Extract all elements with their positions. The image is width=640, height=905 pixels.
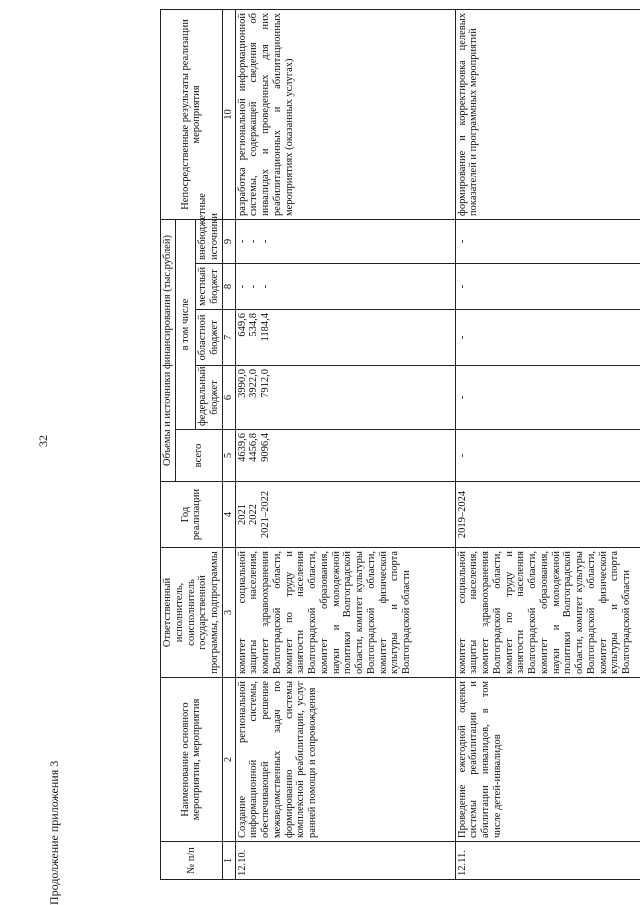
header-year: Год реализации [161, 482, 223, 548]
regional-value: 534,8 [248, 313, 260, 337]
col-number: 3 [222, 548, 235, 678]
col-number: 1 [222, 842, 235, 880]
header-local: местный бюджет [196, 264, 223, 310]
continuation-label: Продолжение приложения 3 [47, 760, 61, 905]
row-total: - [455, 430, 640, 482]
total-value: 4456,8 [248, 433, 260, 462]
total-value: 9096,4 [260, 433, 271, 462]
header-including: в том числе [175, 219, 196, 429]
col-number: 10 [222, 9, 235, 219]
col-number: 4 [222, 482, 235, 548]
col-number: 9 [222, 219, 235, 263]
row-result: разработка региональной информационной системы, содержащей сведения об инвалидах и проведенных для них реабилитационных и абилитационных мероприятиях (оказанных услугах) [235, 9, 455, 219]
local-value: - [236, 284, 248, 289]
header-name: Наименование основного мероприятия, мероприятия [161, 678, 223, 842]
col-number: 7 [222, 310, 235, 366]
header-total: всего [175, 430, 222, 482]
row-years: 2019–2024 [455, 482, 640, 548]
col-number: 6 [222, 366, 235, 430]
federal-value: 3990,0 [236, 369, 248, 398]
financing-table-sheet [160, 10, 640, 880]
row-regional: - [455, 310, 640, 366]
row-years [235, 482, 455, 548]
year-value: 2021 [236, 504, 248, 525]
row-federal [235, 366, 455, 430]
row-num: 12.11. [455, 842, 640, 880]
federal-value: 7912,0 [260, 369, 271, 398]
page-number: 32 [36, 435, 50, 447]
year-value: 2022 [248, 504, 260, 525]
row-result: формирование и корректировка целевых показателей и программных мероприятий [455, 9, 640, 219]
header-executor: Ответственный исполнитель, соисполнитель государственной программы, подпрограммы [161, 548, 223, 678]
row-local: - [455, 264, 640, 310]
local-value: - [260, 284, 271, 289]
header-regional: областной бюджет [196, 310, 223, 366]
row-total [235, 430, 455, 482]
header-result: Непосредственные результаты реализации мероприятия [161, 9, 223, 219]
regional-value: 1184,4 [260, 313, 271, 342]
header-financing-group: Объемы и источники финансирования (тыс.рублей) [161, 219, 176, 481]
row-extrabudget: - [455, 219, 640, 263]
table-row [235, 9, 455, 879]
col-number: 5 [222, 430, 235, 482]
row-name: Создание региональной информационной системы, обеспечивающей решение межведомственных задач по формированию системы комплексной реабилитации, услуг ранней помощи и сопровождения [235, 678, 455, 842]
header-federal: федеральный бюджет [196, 366, 223, 430]
row-num: 12.10. [235, 842, 455, 880]
row-executor: комитет социальной защиты населения, комитет здравоохранения Волгоградской области, комитет по труду и занятости населения Волгоградской области, комитет образования, науки и молодежной политики Волгоградской области, комитет культуры Волгоградской области, комитет физической культуры и спорта Волгоградской области [455, 548, 640, 678]
header-extrabudget: внебюджетные источники [196, 219, 223, 263]
row-local [235, 264, 455, 310]
col-number: 8 [222, 264, 235, 310]
year-value: 2021–2022 [260, 490, 271, 539]
table-row [455, 9, 640, 879]
local-value: - [248, 284, 260, 289]
row-executor: комитет социальной защиты населения, комитет здравоохранения Волгоградской области, комитет по труду и занятости населения Волгоградской области, комитет образования, науки и молодежной политики Волгоградской области, комитет культуры Волгоградской области, комитет физической культуры и спорта Волгоградской области [235, 548, 455, 678]
col-number: 2 [222, 678, 235, 842]
extrabudget-value: - [248, 239, 260, 244]
financing-table [160, 9, 640, 880]
federal-value: 3922,0 [248, 369, 260, 398]
extrabudget-value: - [260, 239, 271, 244]
row-name: Проведение ежегодной оценки системы реабилитации и абилитации инвалидов, в том числе детей-инвалидов [455, 678, 640, 842]
row-federal: - [455, 366, 640, 430]
total-value: 4639,6 [236, 433, 248, 462]
regional-value: 649,6 [236, 313, 248, 337]
extrabudget-value: - [236, 239, 248, 244]
header-num: № п/п [161, 842, 223, 880]
row-extrabudget [235, 219, 455, 263]
row-regional [235, 310, 455, 366]
